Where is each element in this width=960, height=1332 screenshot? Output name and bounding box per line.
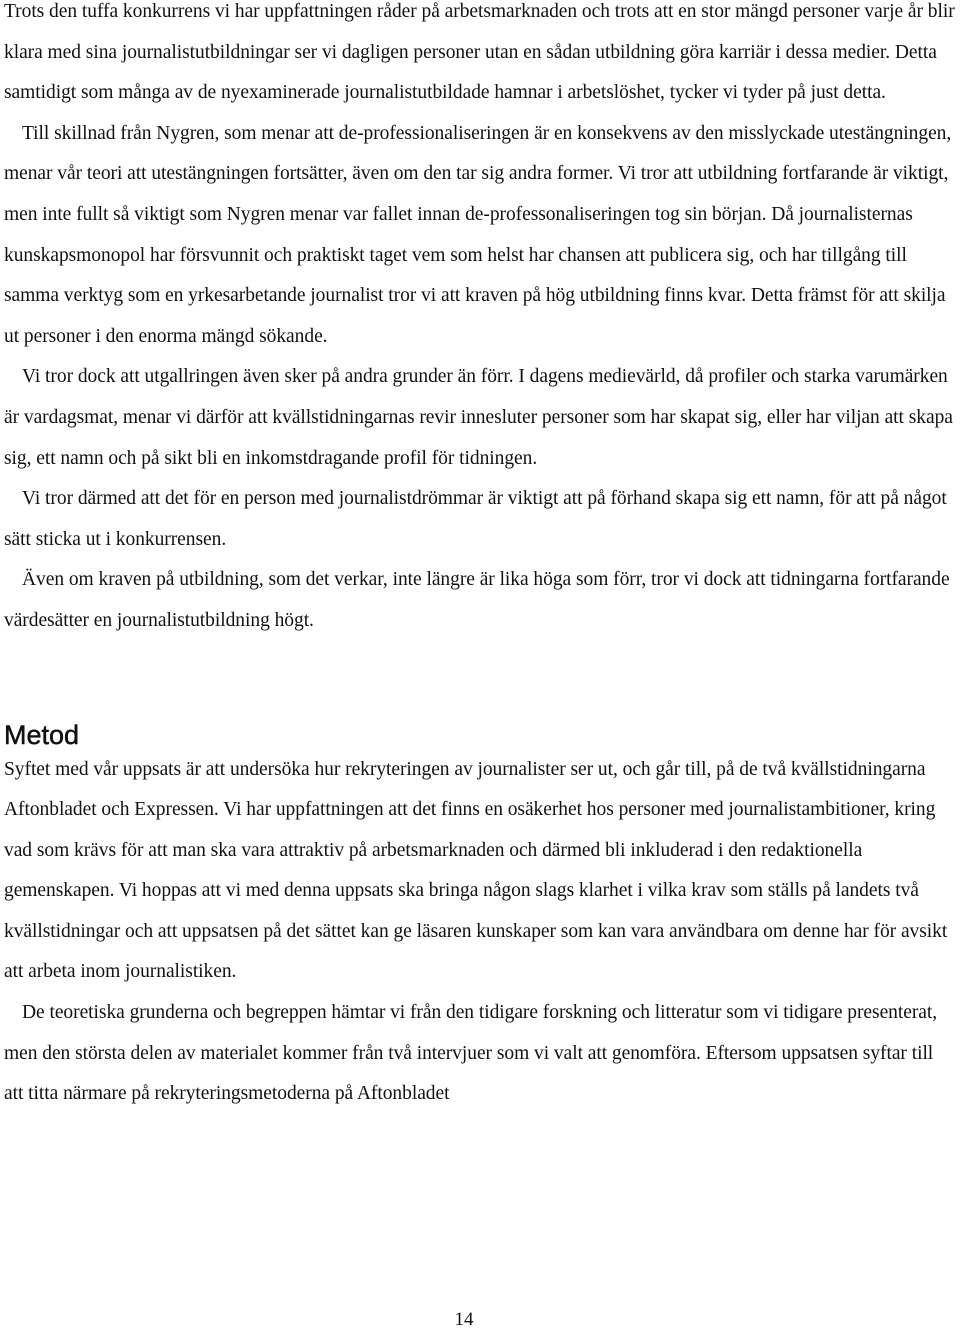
document-page	[4, 0, 956, 1115]
paragraph-namn: Vi tror därmed att det för en person med journalistdrömmar är viktigt att på förhand skapa sig ett namn, för att på något sätt sticka ut i konkurrensen.	[4, 488, 947, 550]
paragraph-intro: Trots den tuffa konkurrens vi har uppfattningen råder på arbetsmarknaden och trots att en stor mängd personer varje år blir klara med sina journalistutbildningar ser vi dagligen personer utan en sådan utbildning göra karriär i dessa medier. Detta samtidigt som många av de nyexaminerade journalistutbildade hamnar i arbetslöshet, tycker vi tyder på just detta.	[4, 1, 955, 104]
paragraph-utbildning: Även om kraven på utbildning, som det verkar, inte längre är lika höga som förr, tror vi dock att tidningarna fortfarande värdesätter en journalistutbildning högt.	[4, 569, 950, 631]
paragraph-syfte: Syftet med vår uppsats är att undersöka hur rekryteringen av journalister ser ut, och går till, på de två kvällstidningarna Aftonbladet och Expressen. Vi har uppfattningen att det finns en osäkerhet hos personer med journalistambitioner, kring vad som krävs för att man ska vara attraktiv på arbetsmarknaden och därmed bli inkluderad i den redaktionella gemenskapen. Vi hoppas att vi med denna uppsats ska bringa någon slags klarhet i vilka krav som ställs på landets två kvällstidningar och att uppsatsen på det sättet kan ge läsaren kunskaper som kan vara användbara om denne har för avsikt att arbeta inom journalistiken.	[4, 758, 948, 983]
paragraph-utgallring: Vi tror dock att utgallringen även sker på andra grunder än förr. I dagens medievärld, då profiler och starka varumärken är vardagsmat, menar vi därför att kvällstidningarnas revir innesluter personer som har skapat sig, eller har viljan att skapa sig, ett namn och på sikt bli en inkomstdragande profil för tidningen.	[4, 366, 953, 469]
paragraph-teori: De teoretiska grunderna och begreppen hämtar vi från den tidigare forskning och litteratur som vi tidigare presenterat, men den största delen av materialet kommer från två intervjuer som vi valt att genomföra. Eftersom uppsatsen syftar till att titta närmare på rekryteringsmetoderna på Aftonbladet	[4, 1002, 938, 1105]
page-number: 14	[454, 1309, 474, 1330]
paragraph-nygren: Till skillnad från Nygren, som menar att de-professionaliseringen är en konsekvens av den misslyckade utestängningen, menar vår teori att utestängningen fortsätter, även om den tar sig andra former. Vi tror att utbildning fortfarande är viktigt, men inte fullt så viktigt som Nygren menar var fallet innan de-professonaliseringen tog sin början. Då journalisternas kunskapsmonopol har försvunnit och praktiskt taget vem som helst har chansen att publicera sig, och har tillgång till samma verktyg som en yrkesarbetande journalist tror vi att kraven på hög utbildning finns kvar. Detta främst för att skilja ut personer i den enorma mängd sökande.	[4, 122, 952, 347]
section-heading-metod: Metod	[4, 719, 80, 750]
